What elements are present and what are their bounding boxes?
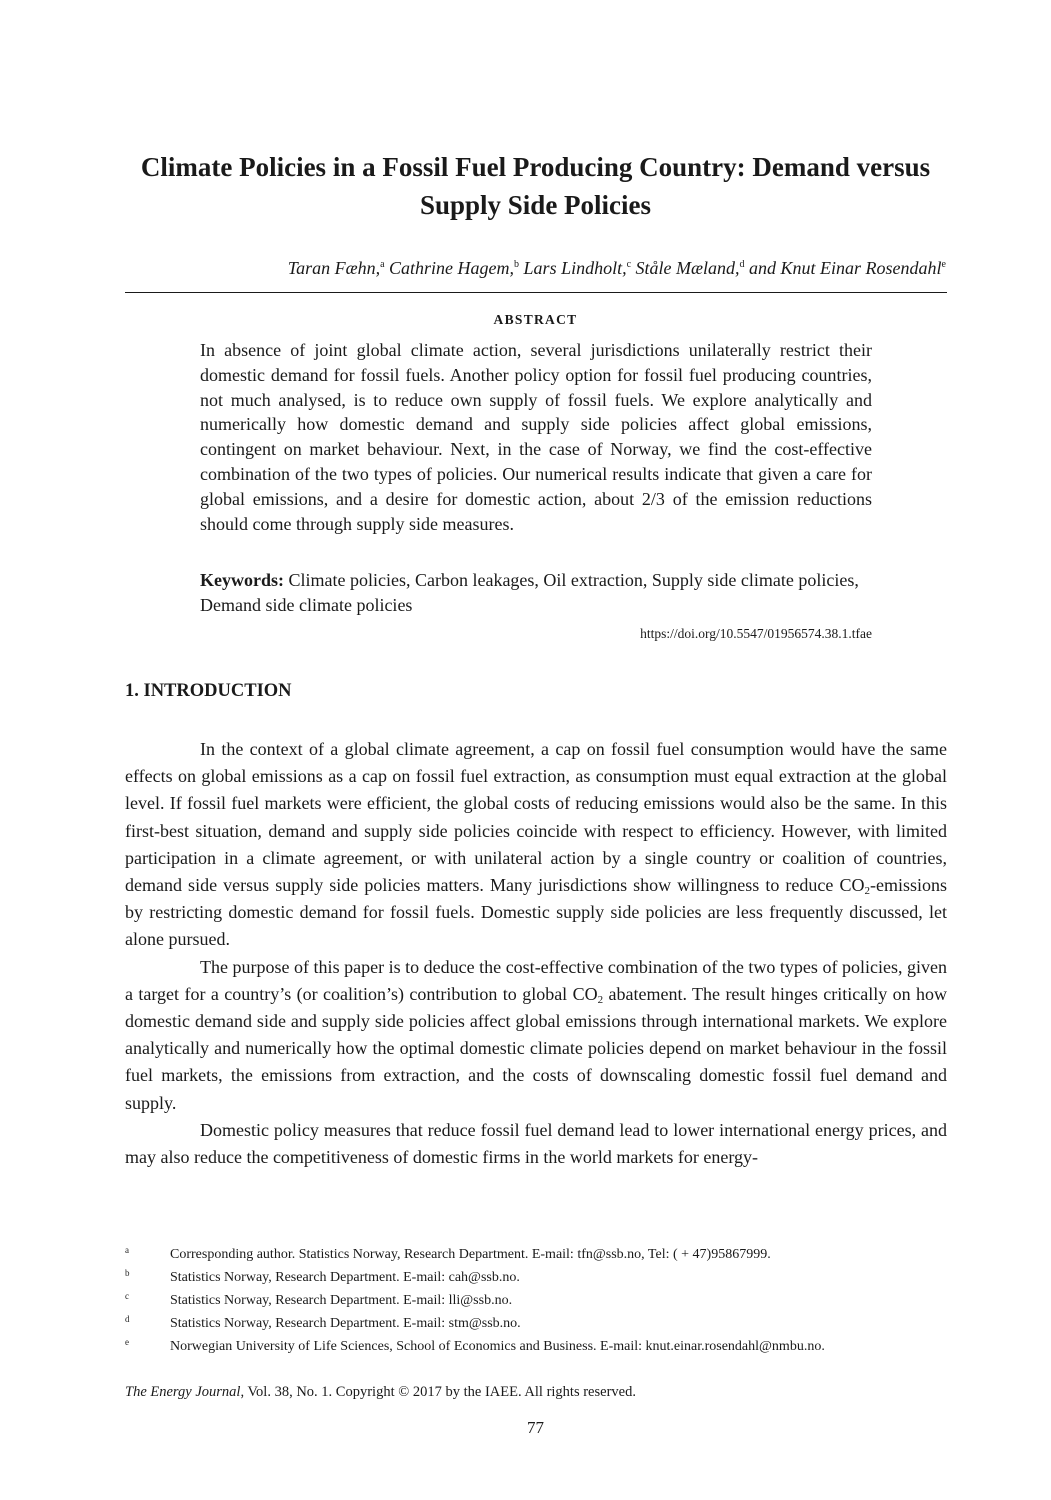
- author-affiliation-mark: d: [739, 259, 745, 270]
- subscript: 2: [864, 885, 870, 898]
- keywords-label: Keywords:: [200, 570, 284, 590]
- paragraph-text: -emissions by restricting domestic demand for fossil fuels. Domestic supply side policies are less frequently discussed, let alone pursued.: [125, 875, 947, 950]
- footnote: [125, 1289, 955, 1312]
- doi-link[interactable]: https://doi.org/10.5547/01956574.38.1.tfae: [640, 626, 872, 641]
- author-name: and Knut Einar Rosendahl: [749, 258, 942, 278]
- paragraph: [125, 954, 947, 1117]
- abstract-text: In absence of joint global climate action, several jurisdictions unilaterally restrict their domestic demand for fossil fuels. Another policy option for fossil fuel producing countries, not much analysed, is to reduce own supply of fossil fuels. We explore analytically and numerically how domestic demand and supply side policies affect global emissions, contingent on market behaviour. Next, in the case of Norway, we find the cost-effective combination of the two types of policies. Our numerical results indicate that given a care for global emissions, and a desire for domestic action, about 2/3 of the emission reductions should come through supply side measures.: [200, 340, 872, 534]
- header-divider: [125, 292, 947, 293]
- footnote: [125, 1312, 955, 1335]
- footnote-mark: c: [125, 1291, 129, 1301]
- author-affiliation-mark: a: [380, 259, 385, 270]
- page-number: 77: [527, 1418, 544, 1437]
- paragraph-text: abatement. The result hinges critically on how domestic demand side and supply side policies affect global emissions through international markets. We explore analytically and numerically how the optimal domestic climate policies depend on market behaviour in the fossil fuel markets, the emissions from extraction, and the costs of downscaling domestic fossil fuel demand and supply.: [125, 983, 948, 1113]
- author-list: [125, 255, 946, 281]
- author-name: Lars Lindholt,: [523, 258, 627, 278]
- author-affiliation-mark: b: [514, 259, 520, 270]
- footnote-text: Statistics Norway, Research Department. E-mail: cah@ssb.no.: [170, 1270, 520, 1285]
- footnote: [125, 1266, 955, 1289]
- keywords-text: Climate policies, Carbon leakages, Oil extraction, Supply side climate policies, Demand side climate policies: [200, 570, 859, 615]
- section-heading: 1. INTRODUCTION: [125, 681, 292, 701]
- footnote-mark: b: [125, 1268, 130, 1278]
- copyright-text: , Vol. 38, No. 1. Copyright © 2017 by the IAEE. All rights reserved.: [240, 1384, 636, 1400]
- keywords: [200, 568, 872, 618]
- footnote-mark: a: [125, 1245, 129, 1255]
- subscript: 2: [597, 993, 604, 1006]
- paper-title: Climate Policies in a Fossil Fuel Producing Country: Demand versus Supply Side Policies: [140, 152, 931, 220]
- footnote-mark: d: [125, 1314, 130, 1324]
- abstract-heading: ABSTRACT: [493, 312, 578, 327]
- footnote-text: Corresponding author. Statistics Norway, Research Department. E-mail: tfn@ssb.no, Tel: ( + 47)95867999.: [170, 1247, 771, 1262]
- paragraph: [125, 736, 947, 954]
- author-name: Taran Fæhn,: [287, 258, 381, 278]
- footnote-text: Statistics Norway, Research Department. E-mail: stm@ssb.no.: [170, 1316, 521, 1331]
- author-name: Ståle Mæland,: [635, 258, 740, 278]
- footnote: [125, 1335, 955, 1358]
- author-affiliation-mark: c: [626, 259, 632, 270]
- author-affiliation-mark: e: [941, 259, 946, 270]
- footnote-text: Norwegian University of Life Sciences, School of Economics and Business. E-mail: knut.einar.rosendahl@nmbu.no.: [170, 1339, 825, 1354]
- introduction-body: [125, 736, 947, 1171]
- paragraph-text: The purpose of this paper is to deduce the cost-effective combination of the two types of policies, given a target for a country’s (or coalition’s) contribution to global CO: [125, 956, 947, 1004]
- author-name: Cathrine Hagem,: [389, 258, 515, 278]
- footnote-text: Statistics Norway, Research Department. E-mail: lli@ssb.no.: [170, 1293, 513, 1308]
- journal-name: The Energy Journal: [125, 1384, 241, 1400]
- footnote-mark: e: [125, 1337, 129, 1347]
- paragraph-text: In the context of a global climate agreement, a cap on fossil fuel consumption would have the same effects on global emissions as a cap on fossil fuel extraction, as consumption must equal extraction at the global level. If fossil fuel markets were efficient, the global costs of reducing emissions would also be the same. In this first-best situation, demand and supply side policies coincide with respect to efficiency. However, with limited participation in a climate agreement, or with unilateral action by a single country or coalition of countries, demand side versus supply side policies matters. Many jurisdictions show willingness to reduce CO: [125, 739, 947, 896]
- footnote: [125, 1243, 955, 1266]
- paragraph: Domestic policy measures that reduce fossil fuel demand lead to lower international energy prices, and may also reduce the competitiveness of domestic firms in the world markets for energy-: [125, 1119, 947, 1168]
- footnotes: [125, 1243, 955, 1358]
- copyright-line: [125, 1382, 636, 1402]
